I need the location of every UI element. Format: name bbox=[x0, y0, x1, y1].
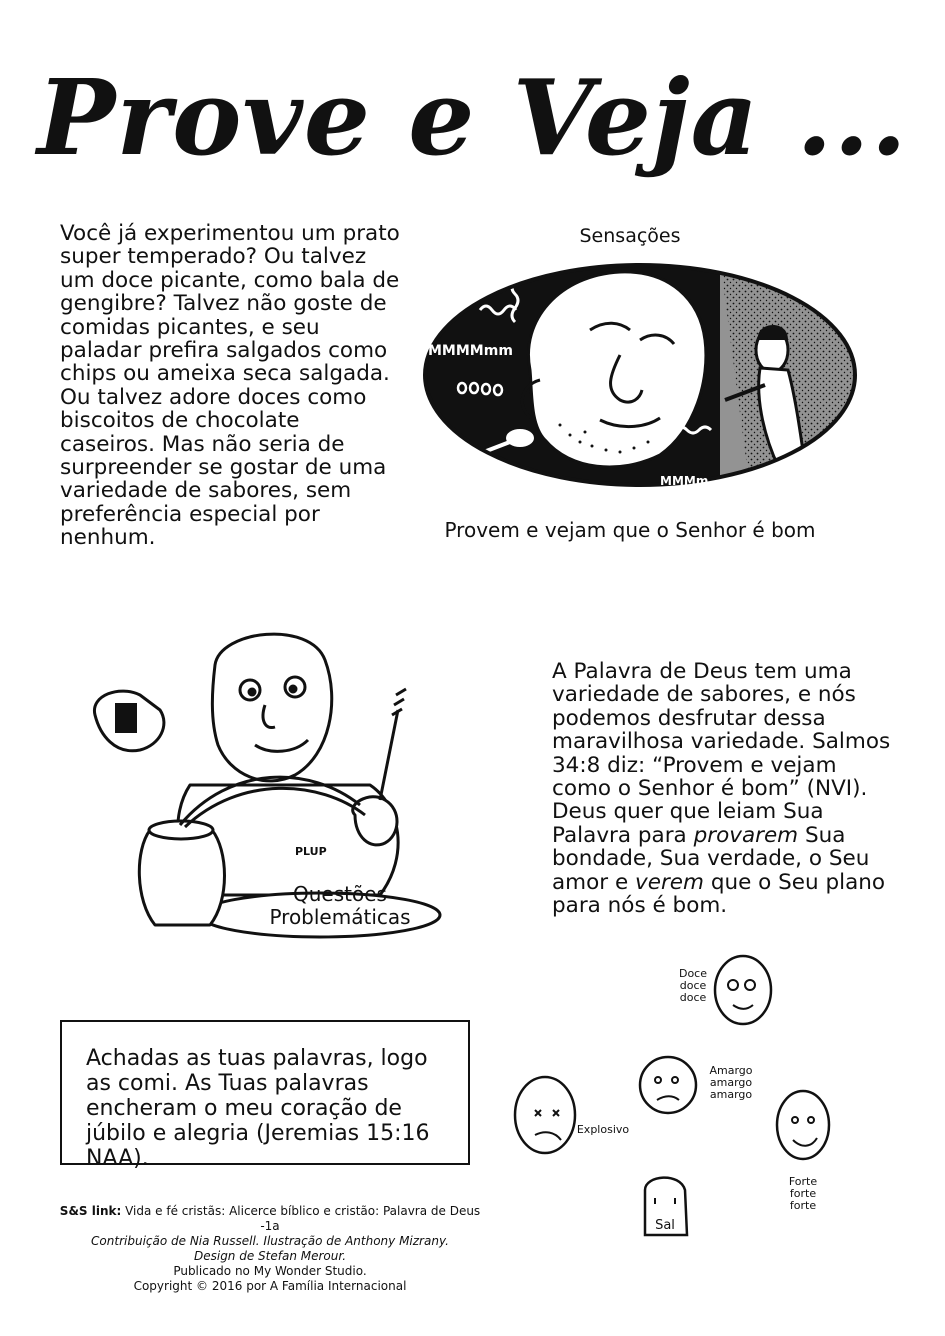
credits-copyright: Copyright © 2016 por A Família Internacional bbox=[133, 1279, 407, 1293]
illustration-heading: Sensações bbox=[579, 225, 681, 247]
page-title: Prove e Veja ... bbox=[37, 56, 908, 179]
credits-link-label: S&S link: bbox=[59, 1204, 122, 1218]
sound-plup: PLUP bbox=[295, 845, 327, 858]
quote-box bbox=[60, 1020, 470, 1171]
explosivo-label: Explosivo bbox=[576, 1123, 630, 1136]
doce-label bbox=[670, 968, 716, 1004]
palavra-text-2: Sua bondade, Sua verdade, o Seu amor e bbox=[552, 822, 870, 895]
amargo-word-3: amargo bbox=[709, 1088, 753, 1101]
amargo-word-2: amargo bbox=[709, 1076, 753, 1089]
sal-label: Sal bbox=[655, 1218, 675, 1233]
sound-mmm-1: MMMMmm bbox=[428, 343, 513, 359]
palavra-em-2: verem bbox=[635, 869, 704, 895]
tasting-man-illustration bbox=[420, 260, 860, 490]
illustration-caption: Provem e vejam que o Senhor é bom bbox=[444, 518, 816, 542]
forte-word-3: forte bbox=[789, 1199, 817, 1212]
credits-link bbox=[50, 1204, 490, 1234]
plate-label-2: Problemáticas bbox=[269, 905, 411, 929]
palavra-text-1: A Palavra de Deus tem uma variedade de sabores, e nós podemos desfrutar dessa maravilhosa variedade. Salmos 34:8 diz: “Provem e vejam como o Senhor é bom” (NVI). Deus quer que leiam Sua Palavra para bbox=[552, 659, 891, 848]
credits-contribution: Contribuição de Nia Russell. Ilustração de Anthony Mizrany. bbox=[91, 1234, 449, 1248]
doce-word-2: doce bbox=[679, 979, 707, 992]
intro-paragraph: Você já experimentou um prato super temperado? Ou talvez um doce picante, como bala de gengibre? Talvez não goste de comidas picantes, e seu paladar prefira salgados como chips ou ameixa seca salgada. Ou talvez adore doces como biscoitos de chocolate caseiros. Mas não seria de surpreender se gostar de uma variedade de sabores, sem preferência especial por nenhum. bbox=[60, 221, 400, 551]
forte-word-1: Forte bbox=[788, 1175, 818, 1188]
credits-design: Design de Stefan Merour. bbox=[193, 1249, 347, 1263]
sound-mmm-2: MMMm bbox=[660, 474, 709, 488]
amargo-label bbox=[703, 1065, 759, 1101]
palavra-em-1: provarem bbox=[693, 822, 799, 848]
credits-published: Publicado no My Wonder Studio. bbox=[173, 1264, 367, 1278]
quote-text: Achadas as tuas palavras, logo as comi. As Tuas palavras encheram o meu coração de júbilo e alegria (Jeremias 15:16 NAA). bbox=[86, 1046, 430, 1171]
palavra-paragraph bbox=[552, 660, 902, 917]
doce-word-3: doce bbox=[679, 991, 707, 1004]
amargo-word-1: Amargo bbox=[709, 1064, 753, 1077]
plate-label-1: Questões bbox=[293, 882, 387, 906]
doce-word-1: Doce bbox=[678, 967, 707, 980]
forte-word-2: forte bbox=[789, 1187, 817, 1200]
credits bbox=[50, 1204, 490, 1294]
credits-link-text: Vida e fé cristãs: Alicerce bíblico e cristão: Palavra de Deus -1a bbox=[121, 1204, 481, 1233]
forte-label bbox=[778, 1176, 828, 1212]
palavra-text-3: que o Seu plano para nós é bom. bbox=[552, 869, 886, 919]
